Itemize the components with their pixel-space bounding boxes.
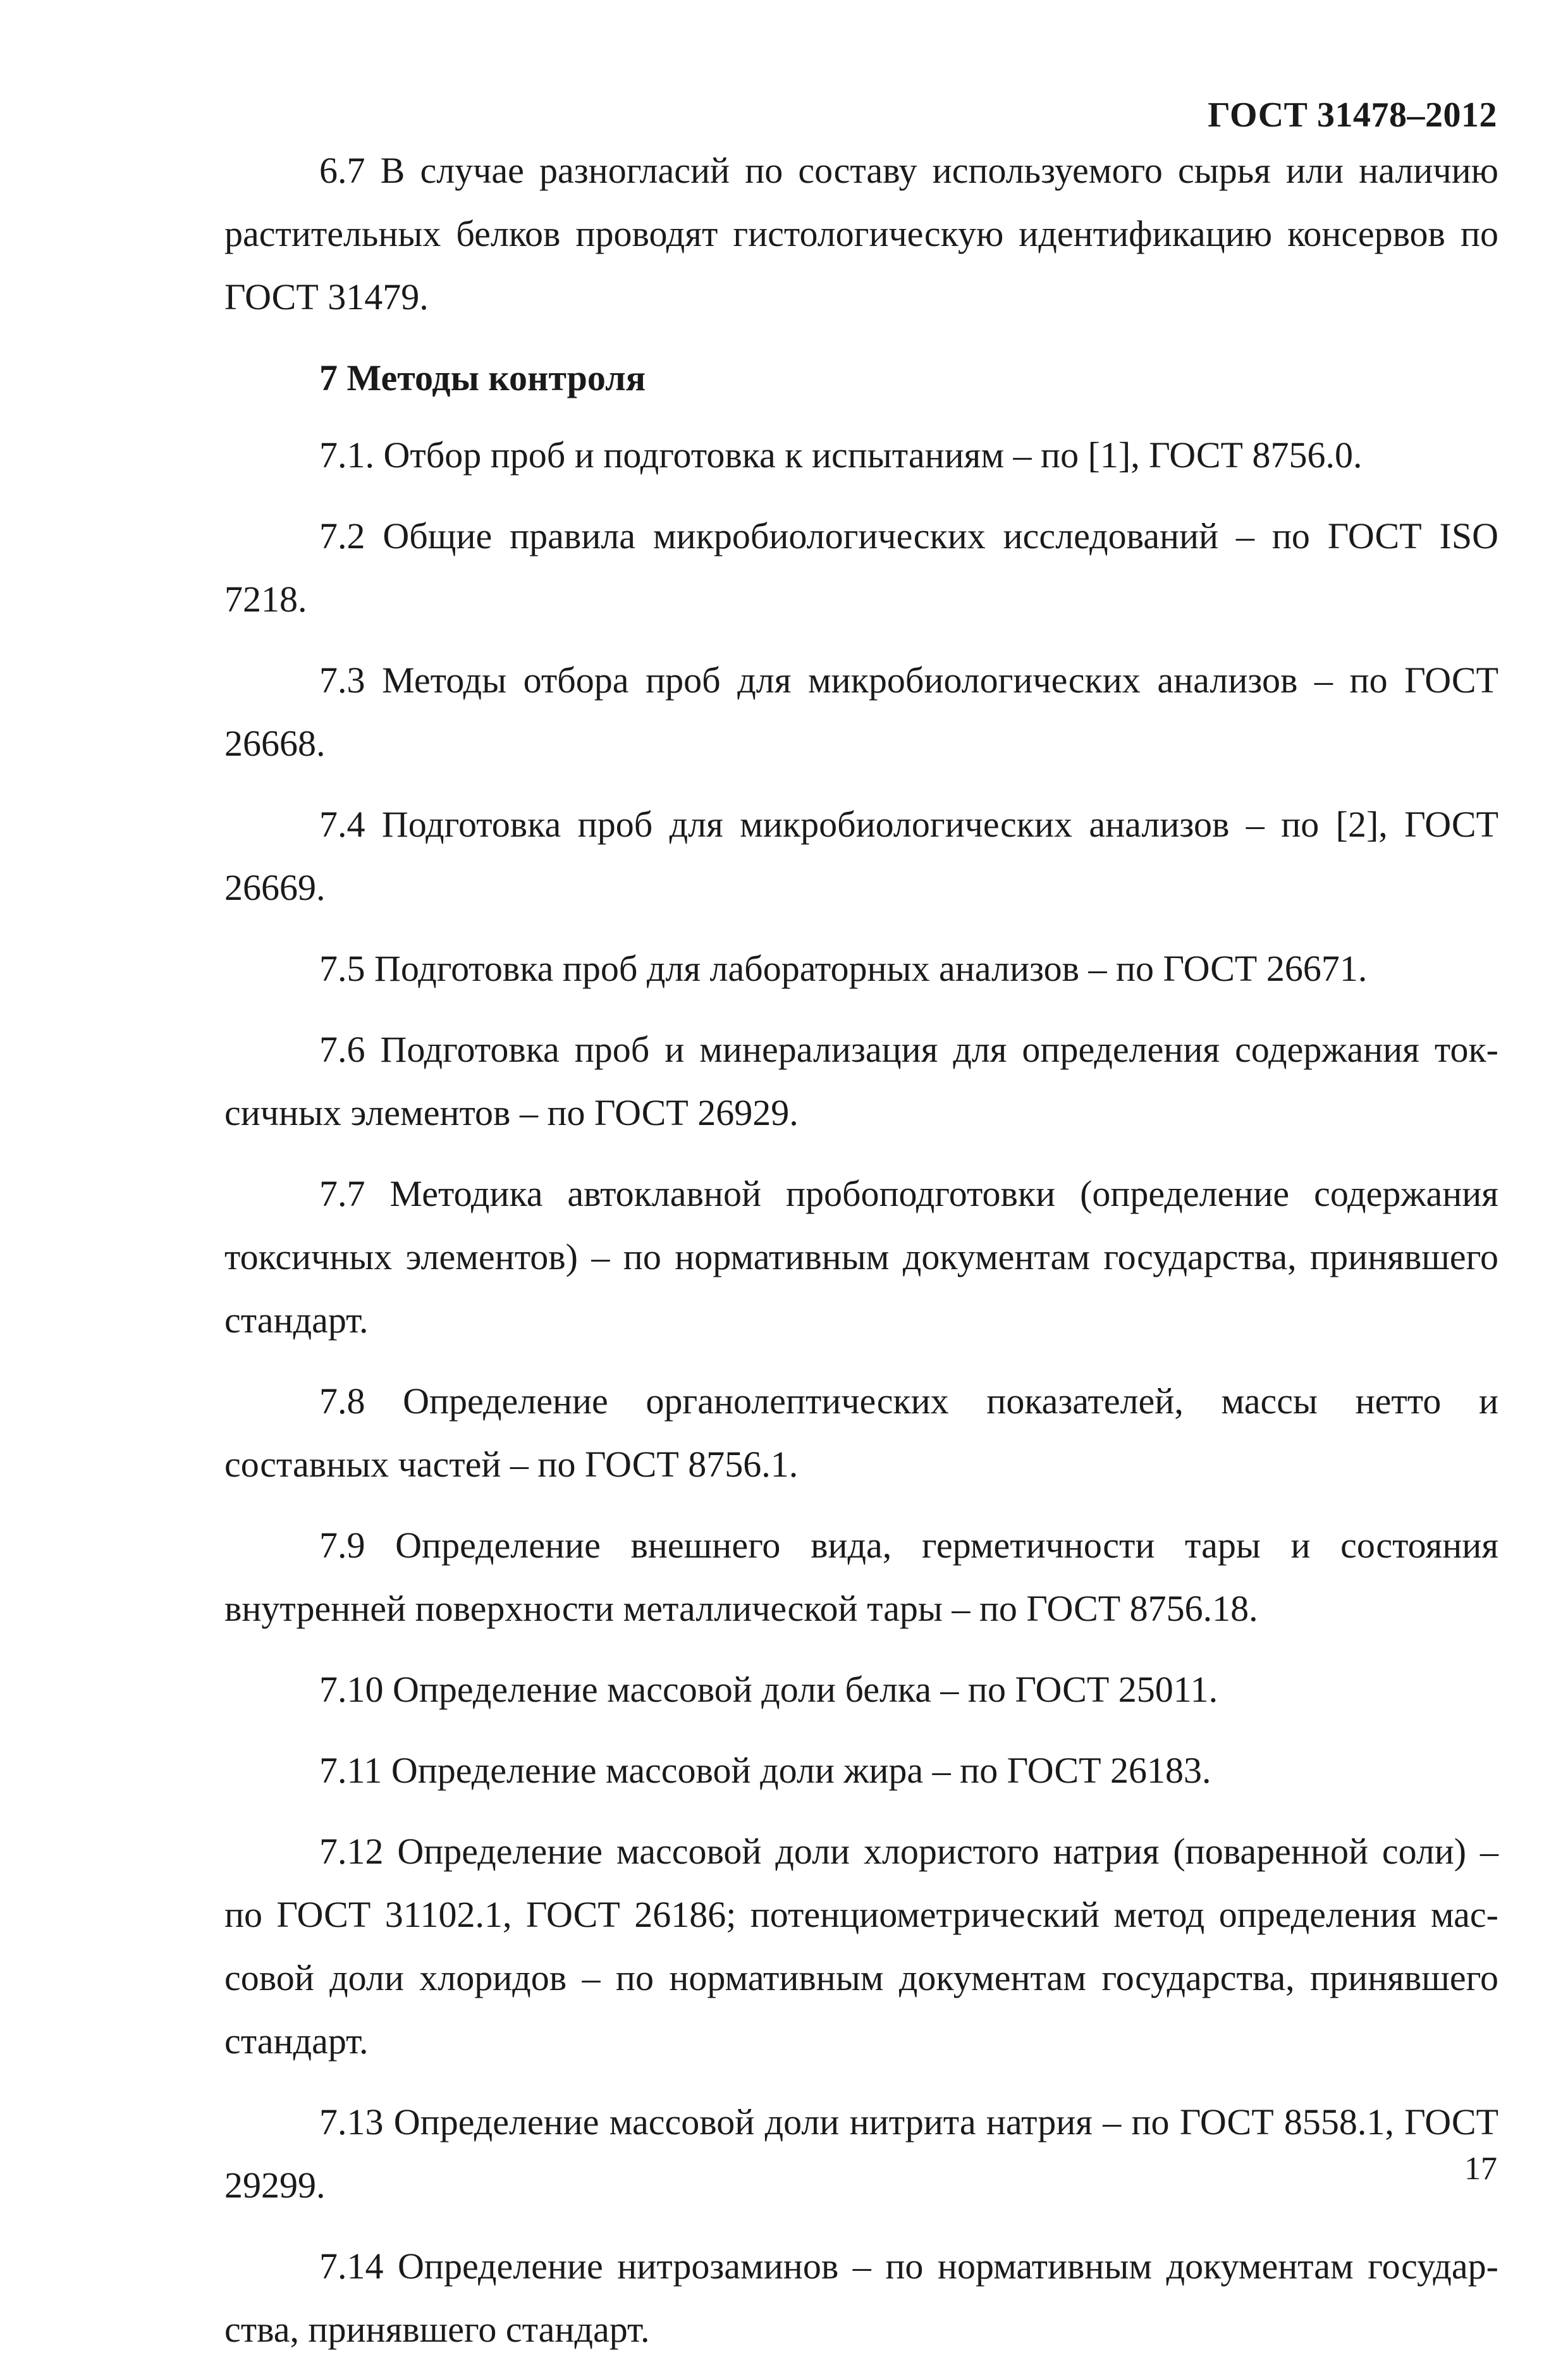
document-header: ГОСТ 31478–2012 [1208, 95, 1497, 135]
document-body [224, 139, 1498, 2379]
paragraph-6-7: 6.7 В случае разногласий по составу используемого сырья или наличию растительных белков проводят гистологическую идентификацию консервов по ГОСТ 31479. [224, 150, 1498, 317]
paragraph-7-4: 7.4 Подготовка проб для микробиологических анализов – по [2], ГОСТ 26669. [224, 804, 1498, 908]
section-heading-7: 7 Методы контроля [319, 357, 646, 398]
paragraph-7-2: 7.2 Общие правила микробиологических исследований – по ГОСТ ISO 7218. [224, 515, 1498, 620]
page-number: 17 [1464, 2151, 1497, 2187]
paragraph-7-1: 7.1. Отбор проб и подготовка к испытаниям – по [1], ГОСТ 8756.0. [319, 434, 1363, 476]
paragraph-7-6: 7.6 Подготовка проб и минерализация для определения содержания токсичных элементов – по ГОСТ 26929. [224, 1029, 1498, 1133]
paragraph-7-9: 7.9 Определение внешнего вида, герметичности тары и состояния внутренней поверхности металлической тары – по ГОСТ 8756.18. [224, 1525, 1498, 1629]
paragraph-7-8: 7.8 Определение органолептических показателей, массы нетто и составных частей – по ГОСТ 8756.1. [224, 1380, 1498, 1485]
paragraph-7-3: 7.3 Методы отбора проб для микробиологических анализов – по ГОСТ 26668. [224, 660, 1498, 764]
paragraph-7-12: 7.12 Определение массовой доли хлористого натрия (поваренной соли) – по ГОСТ 31102.1, ГОСТ 26186; потенциометрический метод определения массовой доли хлоридов – по нормативным документам государства, принявшего стандарт. [224, 1831, 1498, 2062]
paragraph-7-11: 7.11 Определение массовой доли жира – по ГОСТ 26183. [319, 1750, 1211, 1791]
paragraph-7-13: 7.13 Определение массовой доли нитрита натрия – по ГОСТ 8558.1, ГОСТ 29299. [224, 2101, 1498, 2206]
paragraph-7-7: 7.7 Методика автоклавной пробоподготовки (определение содержания токсичных элементов) – по нормативным документам государства, принявшего стандарт. [224, 1173, 1498, 1341]
paragraph-7-5: 7.5 Подготовка проб для лабораторных анализов – по ГОСТ 26671. [319, 948, 1368, 989]
paragraph-7-14: 7.14 Определение нитрозаминов – по нормативным документам государства, принявшего стандарт. [224, 2246, 1498, 2350]
paragraph-7-10: 7.10 Определение массовой доли белка – по ГОСТ 25011. [319, 1669, 1218, 1710]
